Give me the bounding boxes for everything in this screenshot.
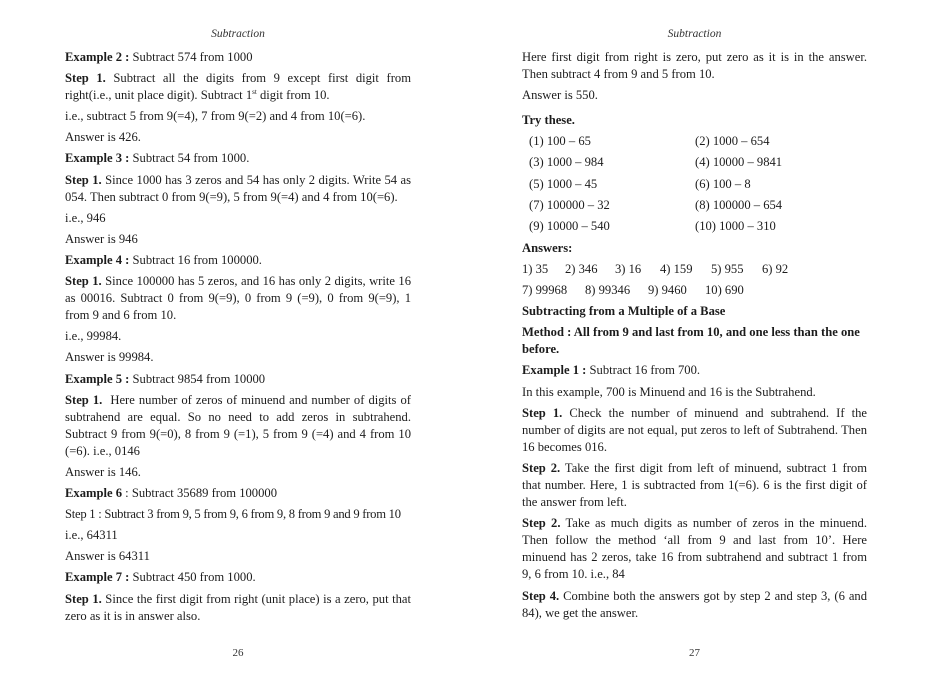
answer-item: 8) 99346 [585, 283, 631, 298]
example-3-ie: i.e., 946 [65, 210, 106, 225]
exercise-item: (5) 1000 – 45 [529, 176, 598, 191]
exercise-item: (10) 1000 – 310 [695, 218, 776, 233]
running-head: Subtraction [211, 28, 265, 40]
example-4-ie: i.e., 99984. [65, 329, 122, 344]
answer-item: 5) 955 [711, 261, 744, 276]
example-5-answer: Answer is 146. [65, 464, 141, 479]
example-6-step-1: Step 1 : Subtract 3 from 9, 5 from 9, 6 from 9, 8 from 9 and 9 from 10 [65, 507, 401, 522]
answers-row-2 [522, 282, 867, 299]
answers-row-1 [522, 261, 867, 278]
answer-item: 4) 159 [660, 261, 693, 276]
example-4-answer: Answer is 99984. [65, 350, 154, 365]
step: Step 2. Take the first digit from left of minuend, subtract 1 from that number. Here, 1 is subtracted from 1(=6). 6 is the first digit of the answer from left. [522, 460, 867, 510]
continuation-text: Here first digit from right is zero, put zero as it is in the answer. Then subtract 4 from 9 and 5 from 10. [522, 50, 867, 82]
example-4-title: Example 4 : Subtract 16 from 100000. [65, 252, 262, 267]
exercise-item: (9) 10000 – 540 [529, 218, 610, 233]
exercise-item: (8) 100000 – 654 [695, 197, 783, 212]
answers-heading: Answers: [522, 240, 573, 255]
exercise-item: (2) 1000 – 654 [695, 134, 770, 149]
example-5-step-1: Step 1. Here number of zeros of minuend and number of digits of subtrahend are equal. So no need to add zeros in subtrahend. Subtract 9 from 9(=0), 8 from 9 (=1), 5 from 9 (=4) and 4 from 10 (=6). i.e., 0146 [65, 392, 415, 458]
example-1-title: Example 1 : Subtract 16 from 700. [522, 363, 701, 378]
step: Step 4. Combine both the answers got by step 2 and step 3, (6 and 84), we get the answer. [522, 588, 867, 620]
left-page [65, 0, 415, 700]
step: Step 1. Check the number of minuend and subtrahend. If the number of digits are not equal, put zeros to left of Subtrahend. Then 16 becomes 016. [522, 405, 867, 454]
example-6-title: Example 6 : Subtract 35689 from 100000 [65, 486, 277, 501]
answer-item: 9) 9460 [648, 283, 687, 298]
answer-item: 10) 690 [705, 283, 744, 298]
exercise-item: (1) 100 – 65 [529, 134, 591, 149]
answer-550: Answer is 550. [522, 88, 598, 103]
example-2-step-1: Step 1. Subtract all the digits from 9 except first digit from right(i.e., unit place digit). Subtract 1st digit from 10. [65, 71, 411, 103]
example-3-answer: Answer is 946 [65, 231, 138, 246]
exercise-item: (6) 100 – 8 [695, 176, 751, 191]
page-body [65, 49, 415, 629]
example-3-step-1: Step 1. Since 1000 has 3 zeros and 54 has only 2 digits. Write 54 as 054. Then subtract 0 from 9(=9), 5 from 9(=4) and 4 from 10(=6). [65, 172, 411, 204]
example-5-title: Example 5 : Subtract 9854 from 10000 [65, 371, 266, 386]
running-head: Subtraction [667, 28, 722, 40]
answer-item: 3) 16 [615, 261, 642, 276]
method-text: Method : All from 9 and last from 10, and one less than the one before. [522, 325, 860, 357]
example-6-ie: i.e., 64311 [65, 528, 118, 543]
answer-item: 2) 346 [565, 261, 598, 276]
exercise-item: (3) 1000 – 984 [529, 155, 604, 170]
example-2-ie: i.e., subtract 5 from 9(=4), 7 from 9(=2) and 4 from 10(=6). [65, 109, 366, 124]
try-these-heading: Try these. [522, 113, 575, 128]
example-2-answer: Answer is 426. [65, 130, 141, 145]
answer-item: 7) 99968 [522, 283, 568, 298]
right-page [522, 0, 867, 700]
section-heading: Subtracting from a Multiple of a Base [522, 304, 726, 319]
example-3-title: Example 3 : Subtract 54 from 1000. [65, 151, 250, 166]
try-these-grid [522, 133, 867, 234]
example-7-title: Example 7 : Subtract 450 from 1000. [65, 570, 256, 585]
answer-item: 6) 92 [762, 261, 789, 276]
example-2-title: Example 2 : Subtract 574 from 1000 [65, 50, 253, 64]
answer-item: 1) 35 [522, 261, 549, 276]
page-body [522, 49, 867, 626]
example-1-intro: In this example, 700 is Minuend and 16 is the Subtrahend. [522, 384, 816, 399]
example-4-step-1: Step 1. Since 100000 has 5 zeros, and 16 has only 2 digits, write 16 as 00016. Subtract 0 from 9(=9), 0 from 9 (=9), 0 from 9(=9), 1 from 9 and 6 from 10. [65, 274, 412, 323]
exercise-item: (7) 100000 – 32 [529, 197, 610, 212]
example-6-answer: Answer is 64311 [65, 549, 150, 564]
step: Step 2. Take as much digits as number of zeros in the minuend. Then follow the method ‘all from 9 and last from 10’. Here minuend has 2 zeros, take 16 from subtrahend and subtract 1 from 9, 6 from 10. i.e., 84 [522, 516, 867, 582]
page-number: 27 [689, 647, 700, 659]
page-number: 26 [232, 647, 244, 659]
exercise-item: (4) 10000 – 9841 [695, 155, 783, 170]
example-7-step-1: Step 1. Since the first digit from right (unit place) is a zero, put that zero as it is in answer also. [65, 591, 411, 623]
